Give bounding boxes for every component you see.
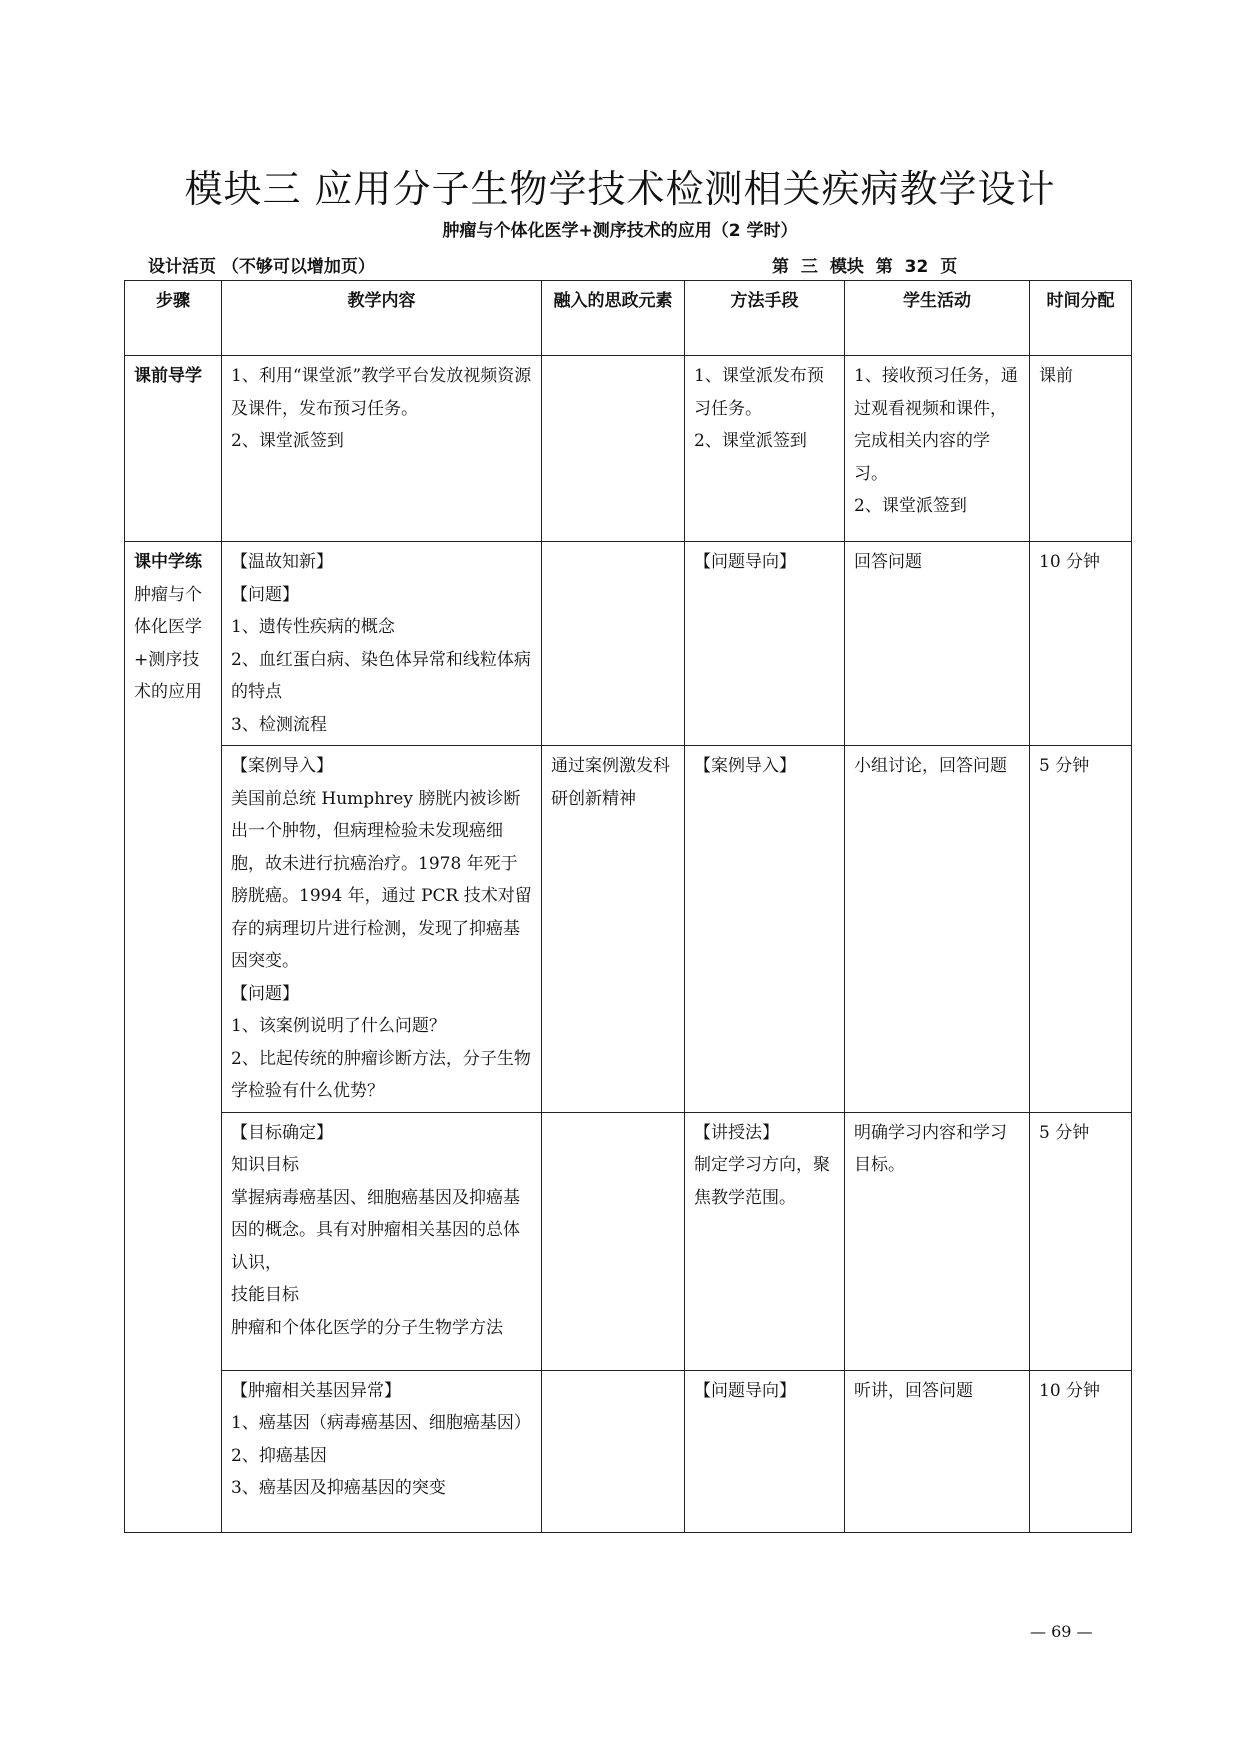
activity-line: 听讲，回答问题 [854,1380,973,1401]
activity-cell [845,1370,1030,1532]
step-name: 课前导学 [134,366,202,386]
content-line: 3、检测流程 [231,714,327,735]
method-line: 【案例导入】 [694,756,796,776]
content-line: 技能目标 [231,1285,299,1305]
content-line: 1、利用“课堂派”教学平台发放视频资源及课件，发布预习任务。 [231,366,532,419]
page-number: — 69 — [1030,1622,1093,1641]
header-time: 时间分配 [1030,281,1132,356]
content-line: 1、癌基因（病毒癌基因、细胞癌基因） [231,1413,531,1433]
ideology-cell [542,1370,685,1532]
page-note: 设计活页 （不够可以增加页） [148,257,375,277]
content-line: 1、遗传性疾病的概念 [231,617,395,637]
table-row [125,542,1132,746]
content-line: 肿瘤和个体化医学的分子生物学方法 [231,1317,503,1338]
time-cell: 5 分钟 [1030,746,1132,1113]
content-line: 【问题】 [231,983,299,1004]
table-header-row [125,281,1132,356]
activity-line: 回答问题 [854,552,922,572]
activity-line: 小组讨论，回答问题 [854,756,1007,776]
method-cell [685,1370,845,1532]
activity-cell [845,356,1030,542]
content-line: 美国前总统 Humphrey 膀胱内被诊断出一个肿物，但病理检验未发现癌细胞，故未进行抗癌治疗。1978 年死于膀胱癌。1994 年，通过 PCR 技术对留存的病理切片进行检测，发现了抑癌基因突变。 [231,788,532,971]
step-cell [125,356,222,542]
lesson-plan-table [124,280,1132,1533]
method-line: 【讲授法】 [694,1122,779,1143]
step-name: 课中学练 [134,552,202,572]
activity-cell [845,746,1030,1113]
activity-line: 明确学习内容和学习目标。 [854,1122,1007,1175]
module-page-info: 第 三 模块 第 32 页 [772,257,958,277]
method-line: 制定学习方向，聚焦教学范围。 [694,1155,830,1208]
content-cell [222,356,542,542]
content-line: 【温故知新】 [231,552,333,572]
method-cell [685,542,845,746]
content-cell [222,1112,542,1370]
document-title: 模块三 应用分子生物学技术检测相关疾病教学设计 [184,167,1056,211]
content-line: 【肿瘤相关基因异常】 [231,1380,401,1401]
ideology-cell [542,356,685,542]
content-line: 2、课堂派签到 [231,431,344,451]
header-method: 方法手段 [685,281,845,356]
method-cell [685,1112,845,1370]
content-line: 【目标确定】 [231,1122,333,1143]
content-line: 知识目标 [231,1155,299,1175]
content-line: 2、比起传统的肿瘤诊断方法，分子生物学检验有什么优势？ [231,1048,531,1101]
content-line: 2、抑癌基因 [231,1445,327,1466]
time-cell: 5 分钟 [1030,1112,1132,1370]
content-cell [222,542,542,746]
header-content: 教学内容 [222,281,542,356]
activity-line: 1、接收预习任务，通过观看视频和课件，完成相关内容的学习。 [854,366,1018,484]
table-row [125,356,1132,542]
table-row [125,746,1132,1113]
time-cell: 10 分钟 [1030,542,1132,746]
content-line: 3、癌基因及抑癌基因的突变 [231,1478,446,1498]
time-cell: 10 分钟 [1030,1370,1132,1532]
content-cell [222,1370,542,1532]
header-ideology: 融入的思政元素 [542,281,685,356]
ideology-cell [542,746,685,1113]
activity-cell [845,1112,1030,1370]
time-cell: 课前 [1030,356,1132,542]
activity-cell [845,542,1030,746]
content-line: 掌握病毒癌基因、细胞癌基因及抑癌基因的概念。具有对肿瘤相关基因的总体认识， [231,1187,520,1273]
activity-line: 2、课堂派签到 [854,496,967,516]
step-cell [125,542,222,1533]
table-row [125,1112,1132,1370]
step-description: 肿瘤与个体化医学+测序技术的应用 [134,584,202,702]
content-line: 2、血红蛋白病、染色体异常和线粒体病的特点 [231,649,531,702]
method-line: 1、课堂派发布预习任务。 [694,366,824,419]
content-line: 1、该案例说明了什么问题？ [231,1016,446,1036]
method-line: 【问题导向】 [694,1380,796,1401]
method-cell [685,746,845,1113]
method-line: 【问题导向】 [694,552,796,572]
ideology-line: 通过案例激发科研创新精神 [551,756,670,809]
content-cell [222,746,542,1113]
ideology-cell [542,1112,685,1370]
content-line: 【问题】 [231,584,299,605]
method-line: 2、课堂派签到 [694,431,807,451]
ideology-cell [542,542,685,746]
header-activity: 学生活动 [845,281,1030,356]
document-subtitle: 肿瘤与个体化医学+测序技术的应用（2 学时） [442,221,798,241]
table-row [125,1370,1132,1532]
header-step: 步骤 [125,281,222,356]
content-line: 【案例导入】 [231,756,333,776]
method-cell [685,356,845,542]
